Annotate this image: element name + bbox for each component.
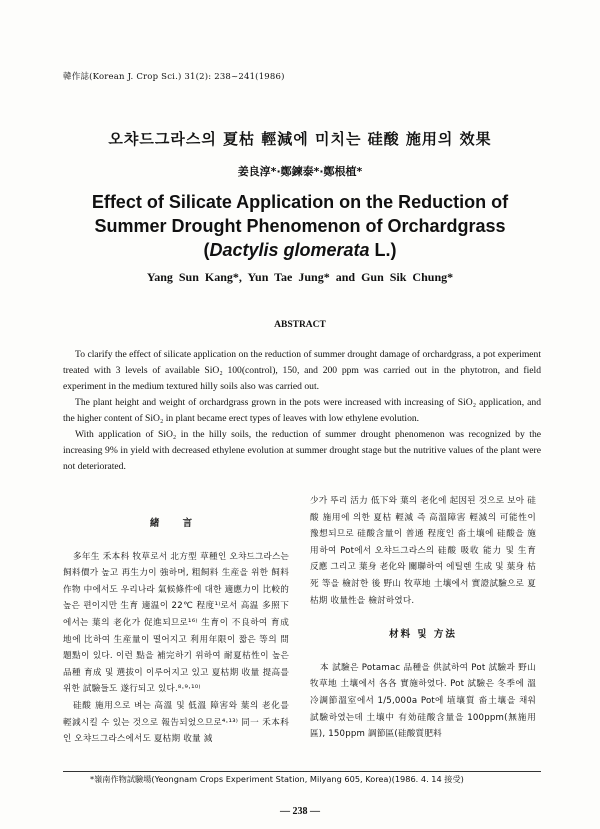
footnote-affiliation: *嶺南作物試驗場(Yeongnam Crops Experiment Station, Milyang 605, Korea)(1986. 4. 14 接受)	[90, 774, 464, 784]
abstract-paragraph-2: The plant height and weight of orchardgrass grown in the pots were increased with increasing of SiO₂ application, and the higher content of SiO₂ in plant became erect types of leaves with low ethylene evolution.	[63, 397, 541, 424]
intro-continuation: 少가 뚜리 活力 低下와 葉의 老化에 起因된 것으로 보아 硅酸 施用에 의한 夏枯 輕減 즉 高溫障害 輕減의 可能性이 豫想되므로 硅酸含量이 普通 程度인 畓土壤에 硅酸을 施用하여 Pot에서 오챠드그라스의 硅酸 吸收 能力 및 生育 反應 그리고 葉身 老化와 關聯하여 에틸렌 生成 및 葉身 枯死 等을 檢討한 後 野山 牧草地 土壤에서 實證試驗으로 夏枯期 收量性을 檢討하였다.	[310, 496, 536, 606]
english-title-line-2: Summer Drought Phenomenon of Orchardgrass	[94, 216, 506, 236]
english-authors: Yang Sun Kang*, Yun Tae Jung* and Gun Sik Chung*	[146, 270, 454, 284]
journal-citation: 韓作誌(Korean J. Crop Sci.) 31(2): 238~241(1986)	[63, 72, 285, 82]
footnote-divider	[63, 771, 541, 772]
left-column	[63, 500, 289, 748]
page-number: — 238 —	[280, 806, 320, 817]
abstract-body	[63, 347, 541, 475]
intro-heading: 緒 言	[149, 518, 203, 529]
abstract-heading: ABSTRACT	[274, 320, 326, 330]
intro-paragraph-2: 硅酸 施用으로 벼는 高溫 및 低溫 障害와 葉의 老化를 輕減시킬 수 있는 것으로 報告되었으므로⁴·¹³⁾ 同一 禾本科인 오챠드그라스에서도 夏枯期 收量 減	[63, 700, 289, 745]
right-column	[310, 493, 536, 743]
methods-heading: 材料 및 方法	[389, 629, 457, 641]
author-abbrev: L.)	[369, 240, 397, 260]
title-paren: (	[203, 240, 210, 260]
methods-paragraph-1: 本 試驗은 Potamac 品種을 供試하여 Pot 試驗과 野山 牧草地 土壤에서 各各 實施하였다. Pot 試驗은 冬季에 溫冷調節溫室에서 1/5,000a Pot에 埴壤質 畓土壤을 채워 試驗하였는데 土壤中 有効硅酸含量을 100ppm(無施用區), 150ppm 調節區(硅酸質肥料	[310, 662, 536, 740]
abstract-paragraph-1: To clarify the effect of silicate application on the reduction of summer drought damage of orchardgrass, a pot experiment treated with 3 levels of available SiO₂ 100(control), 150, and 200 ppm was carried out in the phytotron, and field experiment in the medium textured hilly soils also was carried out.	[63, 349, 541, 392]
english-title-line-1: Effect of Silicate Application on the Reduction of	[91, 192, 509, 212]
english-title-line-3	[0, 238, 600, 262]
intro-paragraph-1: 多年生 禾本科 牧草로서 北方型 草種인 오챠드그라스는 飼料價가 높고 再生力이 強하며, 粗飼料 生産을 위한 飼料作物 中에서도 우리나라 氣候條件에 대한 適應力이 比較的 높은 편이지만 生育 適温이 22℃ 程度¹⁾로서 高温 多照下에서는 葉의 老化가 促進되므로¹⁶⁾ 生育이 不良하여 育成地에 比하여 生産量이 떨어지고 利用年限이 짧은 等의 問題點이 있다. 이런 點을 補完하기 위하여 耐夏枯性이 높은 品種 育成 및 選拔이 이루어지고 있고 夏枯期 收量 提高를 위한 試驗들도 遂行되고 있다.⁸·⁹·¹⁰⁾	[63, 551, 289, 695]
korean-authors: 姜良淳*·鄭鍊泰*·鄭根植*	[237, 165, 363, 178]
abstract-paragraph-3: With application of SiO₂ in the hilly soils, the reduction of summer drought phenomenon was recognized by the increasing 9% in yield with decreased ethylene evolution at summer drought stage but the nutritive values of the plant were not deteriorated.	[63, 429, 541, 472]
species-name: Dactylis glomerata	[209, 240, 370, 260]
english-title	[0, 190, 600, 262]
korean-title: 오챠드그라스의 夏枯 輕減에 미치는 硅酸 施用의 效果	[108, 130, 492, 148]
